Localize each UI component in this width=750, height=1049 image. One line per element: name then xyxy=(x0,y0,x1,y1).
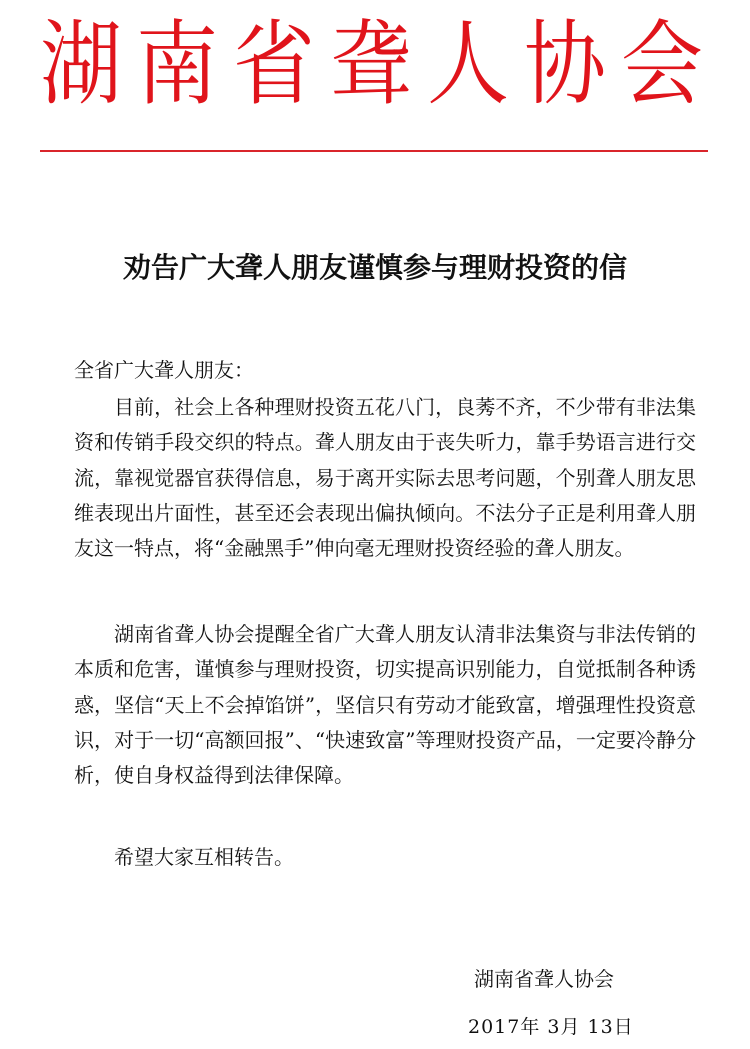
letterhead-char-6: 协 xyxy=(524,12,607,119)
body-paragraph-2: 湖南省聋人协会提醒全省广大聋人朋友认清非法集资与非法传销的本质和危害，谨慎参与理财投资，切实提高识别能力，自觉抵制各种诱惑，坚信“天上不会掉馅饼”，坚信只有劳动才能致富，增强理性投资意识，对于一切“高额回报”、“快速致富”等理财投资产品，一定要冷静分析，使自身权益得到法律保障。 xyxy=(74,622,696,788)
letterhead-char-5: 人 xyxy=(427,12,510,119)
letterhead-char-3: 省 xyxy=(233,12,316,119)
letterhead xyxy=(0,10,750,120)
body-paragraph-3: 希望大家互相转告。 xyxy=(114,845,294,869)
signature-org: 湖南省聋人协会 xyxy=(474,967,614,991)
letterhead-char-1: 湖 xyxy=(40,12,123,119)
signature-date: 2017年 3月 13日 xyxy=(468,1016,634,1038)
salutation: 全省广大聋人朋友： xyxy=(74,358,254,382)
letterhead-char-7: 会 xyxy=(621,12,704,119)
document-title: 劝告广大聋人朋友谨慎参与理财投资的信 xyxy=(122,251,627,284)
body-paragraph-1: 目前，社会上各种理财投资五花八门，良莠不齐，不少带有非法集资和传销手段交织的特点。聋人朋友由于丧失听力，靠手势语言进行交流，靠视觉器官获得信息，易于离开实际去思考问题，个别聋人朋友思维表现出片面性，甚至还会表现出偏执倾向。不法分子正是利用聋人朋友这一特点，将“金融黑手”伸向毫无理财投资经验的聋人朋友。 xyxy=(74,395,696,561)
letterhead-char-4: 聋 xyxy=(330,12,413,119)
letterhead-divider xyxy=(40,150,708,152)
letterhead-char-2: 南 xyxy=(136,12,219,119)
